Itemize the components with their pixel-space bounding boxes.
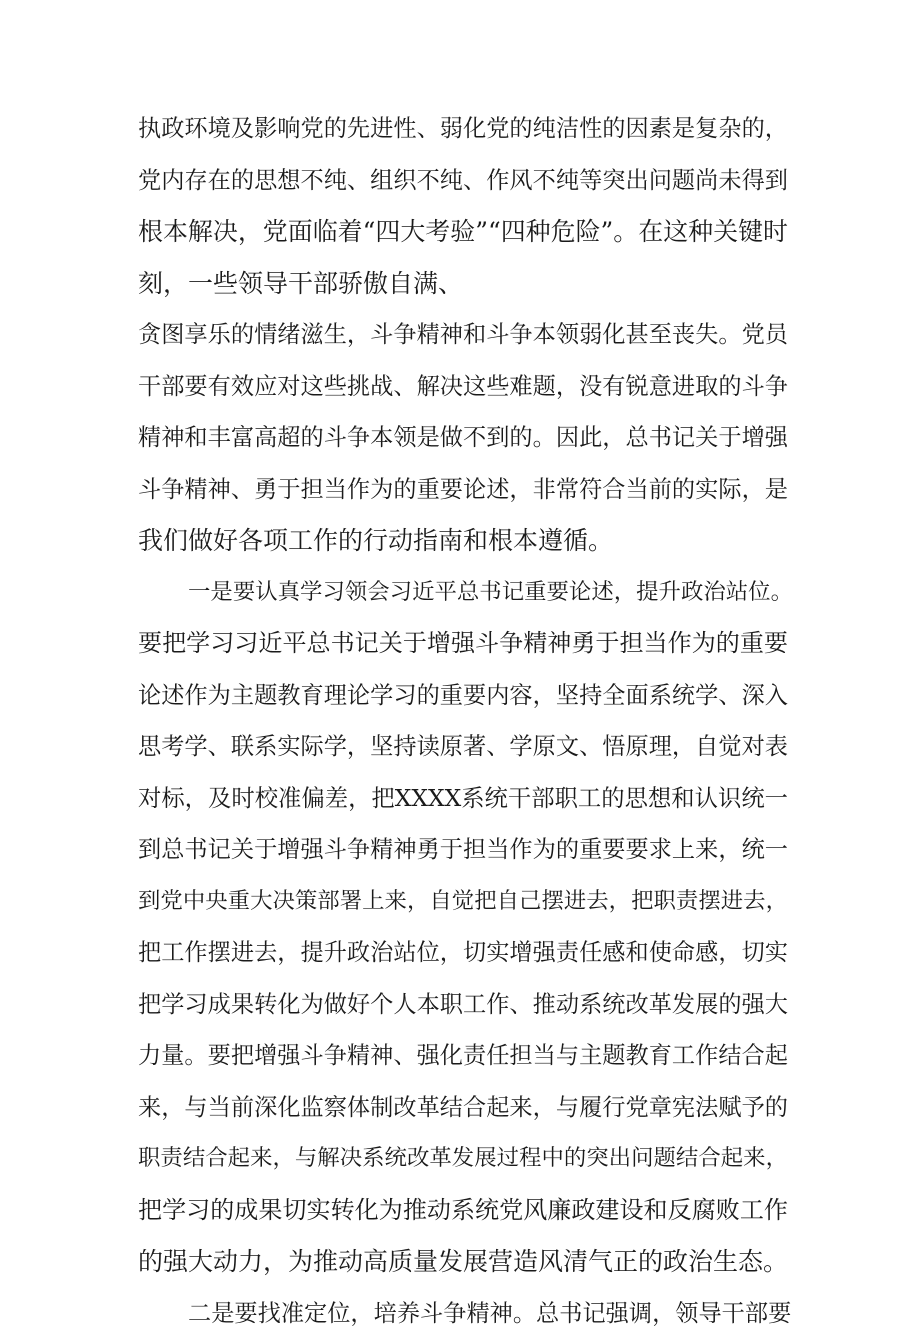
text-line: 干部要有效应对这些挑战、解决这些难题，没有锐意进取的斗争 [138,361,788,413]
text-line: 斗争精神、勇于担当作为的重要论述，非常符合当前的实际，是 [138,464,788,516]
text-line: 根本解决，党面临着“四大考验”“四种危险”。在这种关键时 [138,206,788,258]
text-line: 刻，一些领导干部骄傲自满、 [138,258,788,310]
text-line: 来，与当前深化监察体制改革结合起来，与履行党章宪法赋予的 [138,1082,788,1134]
text-line: 对标，及时校准偏差，把XXXX系统干部职工的思想和认识统一 [138,773,788,825]
text-line: 精神和丰富高超的斗争本领是做不到的。因此，总书记关于增强 [138,412,788,464]
text-line: 职责结合起来，与解决系统改革发展过程中的突出问题结合起来， [138,1133,788,1185]
text-line: 的强大动力，为推动高质量发展营造风清气正的政治生态。 [138,1236,788,1288]
text-line: 把工作摆进去，提升政治站位，切实增强责任感和使命感，切实 [138,927,788,979]
text-line: 要把学习习近平总书记关于增强斗争精神勇于担当作为的重要 [138,618,788,670]
text-line: 到总书记关于增强斗争精神勇于担当作为的重要要求上来，统一 [138,824,788,876]
text-line: 执政环境及影响党的先进性、弱化党的纯洁性的因素是复杂的， [138,103,788,155]
text-line: 把学习成果转化为做好个人本职工作、推动系统改革发展的强大 [138,979,788,1031]
text-line: 思考学、联系实际学，坚持读原著、学原文、悟原理，自觉对表 [138,721,788,773]
text-line: 一是要认真学习领会习近平总书记重要论述，提升政治站位。 [138,567,788,619]
text-line: 到党中央重大决策部署上来，自觉把自己摆进去，把职责摆进去， [138,876,788,928]
text-line: 力量。要把增强斗争精神、强化责任担当与主题教育工作结合起 [138,1030,788,1082]
text-line: 论述作为主题教育理论学习的重要内容，坚持全面系统学、深入 [138,670,788,722]
text-line: 二是要找准定位，培养斗争精神。总书记强调，领导干部要 [138,1288,788,1339]
document-body [138,103,788,1339]
text-line: 把学习的成果切实转化为推动系统党风廉政建设和反腐败工作 [138,1185,788,1237]
text-line: 贪图享乐的情绪滋生，斗争精神和斗争本领弱化甚至丧失。党员 [138,309,788,361]
text-line: 我们做好各项工作的行动指南和根本遵循。 [138,515,788,567]
text-line: 党内存在的思想不纯、组织不纯、作风不纯等突出问题尚未得到 [138,155,788,207]
